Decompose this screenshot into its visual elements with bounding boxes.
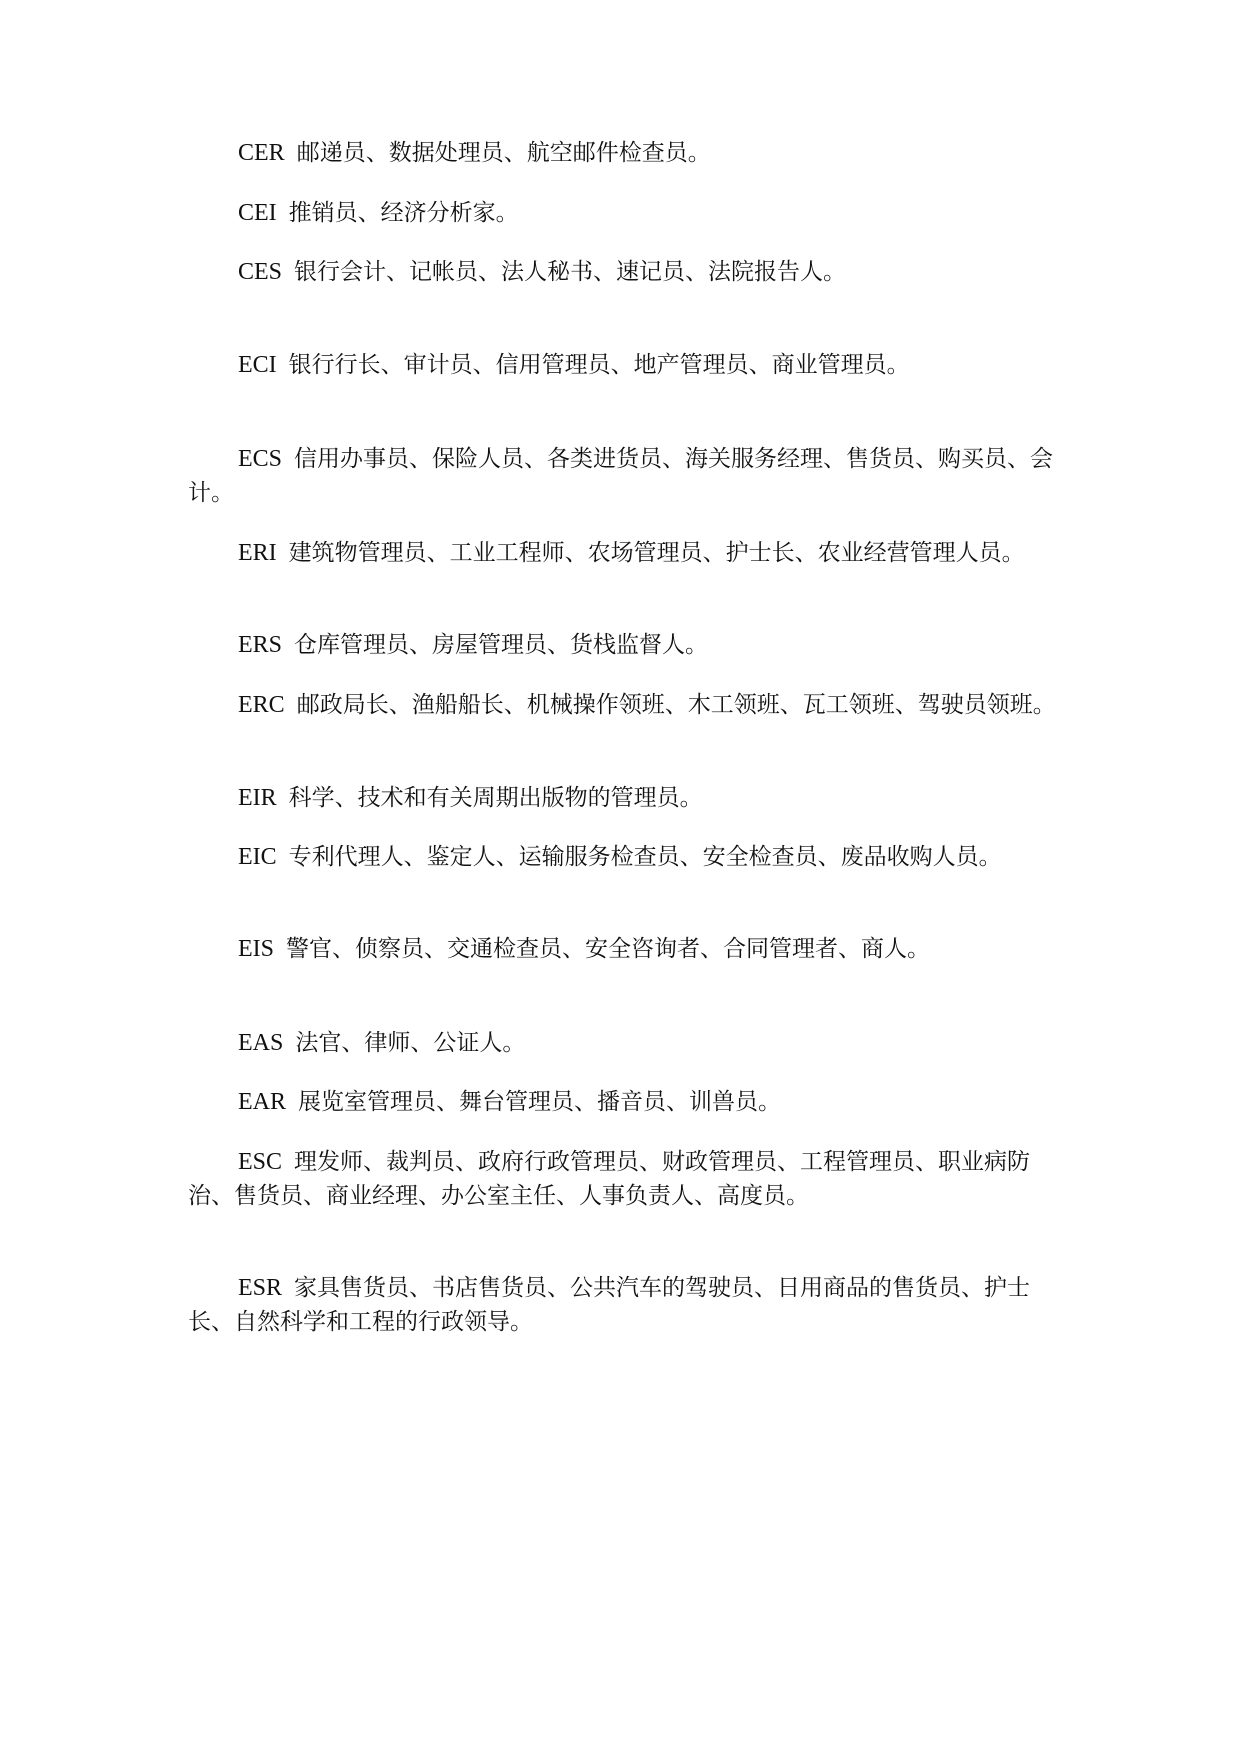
entry-eri	[188, 536, 1058, 570]
entry-text: 邮递员、数据处理员、航空邮件检查员。	[296, 140, 711, 166]
entry-code: CER	[238, 140, 285, 166]
entry-text: 理发师、裁判员、政府行政管理员、财政管理员、工程管理员、职业病防治、售货员、商业经理、办公室主任、人事负责人、高度员。	[188, 1149, 1031, 1209]
entry-ces	[188, 255, 1058, 289]
entry-code: ESC	[238, 1149, 283, 1175]
entry-text: 仓库管理员、房屋管理员、货栈监督人。	[294, 632, 709, 658]
entry-code: EIS	[238, 936, 274, 962]
entry-code: ERI	[238, 540, 277, 566]
entry-text: 警官、侦察员、交通检查员、安全咨询者、合同管理者、商人。	[286, 936, 930, 962]
entry-text: 科学、技术和有关周期出版物的管理员。	[288, 785, 703, 811]
entry-code: EIC	[238, 844, 277, 870]
entry-text: 专利代理人、鉴定人、运输服务检查员、安全检查员、废品收购人员。	[288, 844, 1002, 870]
entry-cei	[188, 196, 1058, 230]
entry-text: 建筑物管理员、工业工程师、农场管理员、护士长、农业经营管理人员。	[288, 540, 1025, 566]
entry-code: ERS	[238, 632, 283, 658]
entry-ers	[188, 628, 1058, 662]
entry-eic	[188, 840, 1058, 874]
entry-eas	[188, 1026, 1058, 1060]
entry-eis	[188, 932, 1058, 966]
entry-text: 推销员、经济分析家。	[288, 200, 519, 226]
entry-code: EAR	[238, 1089, 286, 1115]
entry-ecs	[188, 442, 1058, 510]
entry-text: 银行会计、记帐员、法人秘书、速记员、法院报告人。	[294, 259, 847, 285]
entry-text: 信用办事员、保险人员、各类进货员、海关服务经理、售货员、购买员、会计。	[188, 446, 1054, 506]
entry-code: ECS	[238, 446, 283, 472]
entry-text: 法官、律师、公证人。	[295, 1030, 526, 1056]
entry-ear	[188, 1085, 1058, 1119]
entry-code: ECI	[238, 352, 277, 378]
entry-code: ESR	[238, 1275, 283, 1301]
entry-text: 邮政局长、渔船船长、机械操作领班、木工领班、瓦工领班、驾驶员领班。	[296, 692, 1056, 718]
entry-erc	[188, 688, 1058, 722]
entry-text: 银行行长、审计员、信用管理员、地产管理员、商业管理员。	[288, 352, 910, 378]
entry-text: 展览室管理员、舞台管理员、播音员、训兽员。	[298, 1089, 781, 1115]
entry-esc	[188, 1145, 1058, 1213]
entry-code: EAS	[238, 1030, 284, 1056]
entry-code: ERC	[238, 692, 285, 718]
entry-cer	[188, 136, 1058, 170]
entry-code: EIR	[238, 785, 277, 811]
entry-eir	[188, 781, 1058, 815]
entry-text: 家具售货员、书店售货员、公共汽车的驾驶员、日用商品的售货员、护士长、自然科学和工程的行政领导。	[188, 1275, 1031, 1335]
entry-code: CES	[238, 259, 283, 285]
entry-code: CEI	[238, 200, 277, 226]
entry-eci	[188, 348, 1058, 382]
entry-esr	[188, 1271, 1058, 1339]
